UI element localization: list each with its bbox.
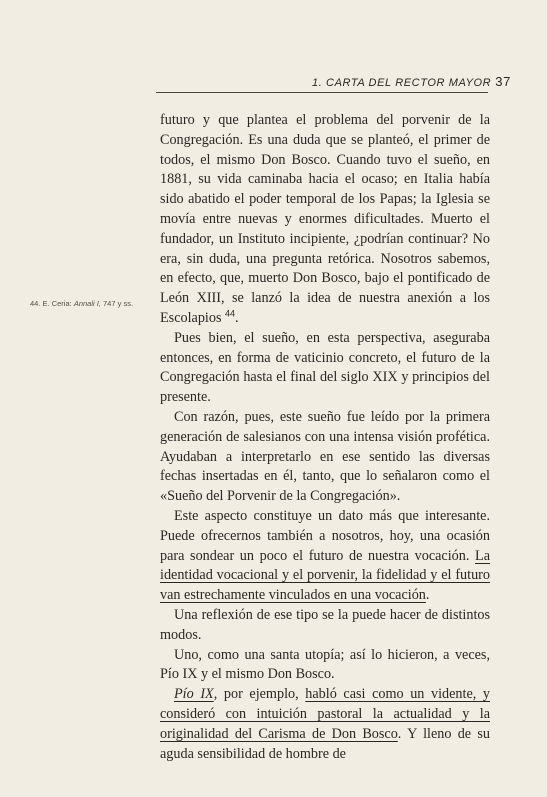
- footnote-pages: 747 y ss.: [103, 299, 134, 308]
- running-head: [312, 74, 511, 89]
- running-title: 1. CARTA DEL RECTOR MAYOR: [312, 77, 492, 89]
- paragraph-text: , por ejemplo,: [213, 686, 306, 703]
- paragraph-text: Pues bien, el sueño, en esta perspectiva, aseguraba entonces, en forma de vaticinio concreto, el futuro de la Congregación hasta el final del siglo XIX y principios del presente.: [160, 329, 490, 406]
- margin-footnote: [30, 299, 142, 308]
- footnote-author: E. Ceria:: [42, 299, 72, 308]
- paragraph-text: futuro y que plantea el problema del porvenir de la Congregación. Es una duda que se planteó, el primer de todos, el mismo Don Bosco. Cuando tuvo el sueño, en 1881, su vida caminaba hacia el ocaso; en Italia había sido abatido el poder temporal de los Papas; la Iglesia se movía entre nuevas y enormes dificultades. Muerto el fundador, un Instituto incipiente, ¿podrían continuar? No era, sin duda, una pregunta retórica. Nosotros sabemos, en efecto, que, muerto Don Bosco, bajo el pontificado de León XIII, se lanzó la idea de nuestra anexión a los Escolapios: [160, 112, 490, 326]
- paragraph-end: .: [425, 587, 430, 604]
- paragraph-text: Con razón, pues, este sueño fue leído por la primera generación de salesianos con una intensa visión profética. Ayudaban a interpretarlo en ese sentido las diversas fechas insertadas en él, tanto, que lo señalaron como el «Sueño del Porvenir de la Congregación».: [160, 408, 490, 505]
- paragraph: [160, 606, 490, 646]
- paragraph: [160, 646, 490, 686]
- underlined-passage: habló casi como un vidente, y consideró con intuición pastoral la actualidad y la originalidad del Carisma de Don Bosco: [160, 686, 491, 742]
- footnote-ref: 44: [225, 308, 236, 319]
- paragraph-text: Uno, como una santa utopía; así lo hicieron, a veces, Pío IX y el mismo Don Bosco.: [160, 646, 490, 683]
- underlined-passage: La identidad vocacional y el porvenir, la fidelidad y el futuro van estrechamente vinculados en una vocación: [160, 547, 490, 604]
- underlined-name: Pío IX: [174, 686, 214, 703]
- paragraph-text: Una reflexión de ese tipo se la puede hacer de distintos modos.: [160, 606, 490, 643]
- paragraph: [160, 111, 490, 329]
- paragraph: [160, 408, 490, 507]
- paragraph: [160, 507, 490, 606]
- paragraph: [160, 329, 490, 408]
- footnote-number: 44.: [30, 299, 41, 308]
- paragraph: [160, 685, 490, 764]
- body-text: [160, 111, 490, 764]
- paragraph-text: . Y lleno de su aguda sensibilidad de hombre de: [160, 725, 490, 762]
- footnote-work: Annali I,: [73, 299, 101, 308]
- page-number: 37: [495, 74, 511, 89]
- header-rule: [156, 92, 488, 93]
- paragraph-text: Este aspecto constituye un dato más que interesante. Puede ofrecernos también a nosotros, hoy, una ocasión para sondear un poco el futuro de nuestra vocación.: [160, 507, 490, 564]
- paragraph-end: .: [235, 309, 239, 326]
